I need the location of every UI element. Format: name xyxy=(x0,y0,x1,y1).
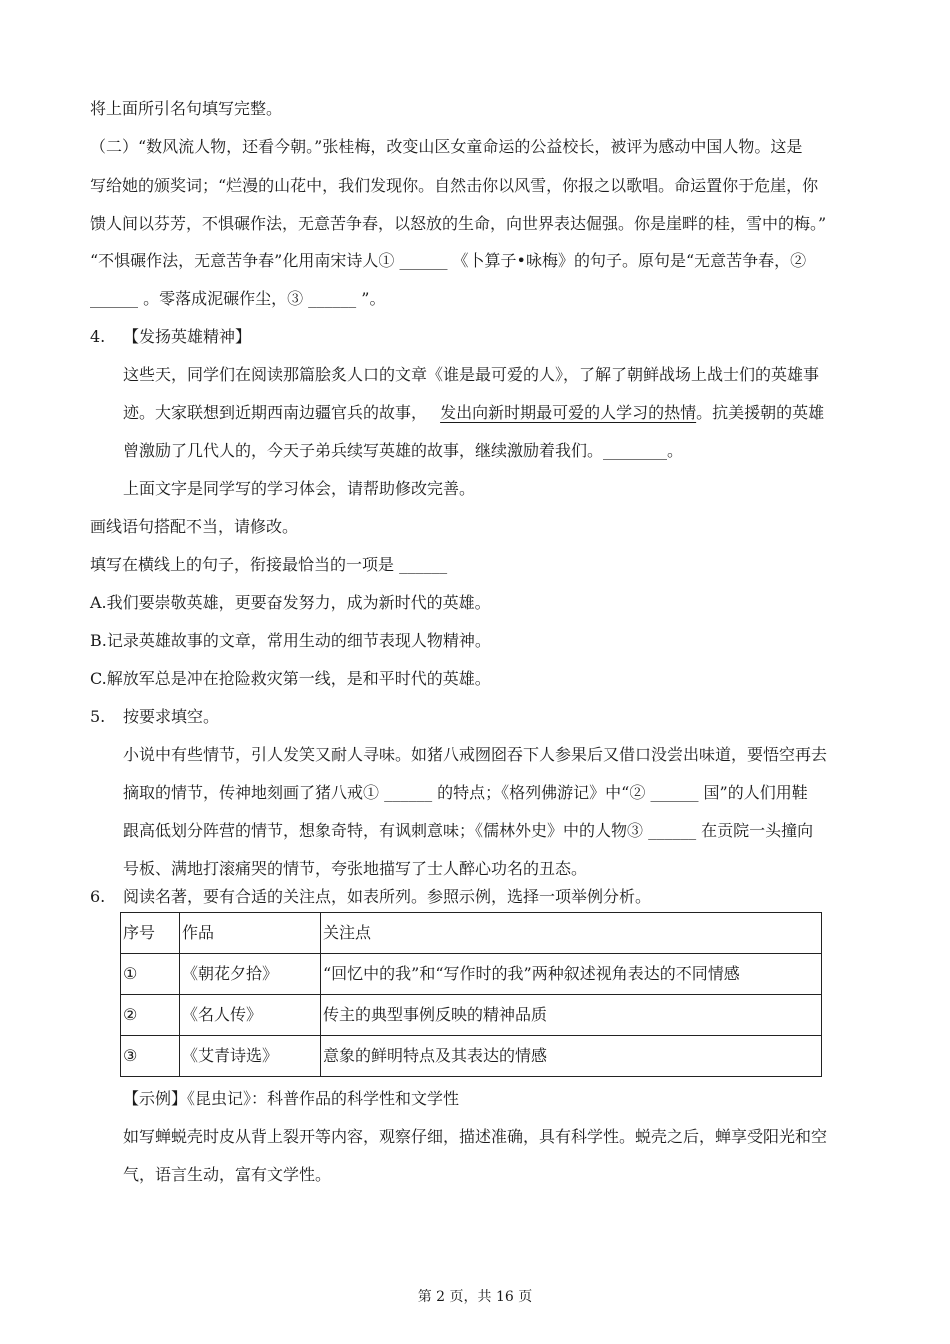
option-b: B.记录英雄故事的文章，常用生动的细节表现人物精神。 xyxy=(90,631,491,650)
table-row xyxy=(121,1036,822,1077)
question-4-passage-line-3: 曾激励了几代人的，今天子弟兵续写英雄的故事，继续激励着我们。________。 xyxy=(123,441,684,460)
question-5-line-1: 小说中有些情节，引人发笑又耐人寻味。如猪八戒囫囵吞下人参果后又借口没尝出味道，要悟空再去 xyxy=(123,745,828,764)
table-cell: “回忆中的我”和“写作时的我”两种叙述视角表达的不同情感 xyxy=(321,954,822,995)
passage-text: 。抗美援朝的英雄 xyxy=(696,403,825,422)
question-5-number: 5. xyxy=(90,707,106,726)
section-2-line-3: 馈人间以芬芳，不惧碾作法，无意苦争春，以怒放的生命，向世界表达倔强。你是崖畔的桂，雪中的梅。” xyxy=(90,214,827,233)
section-2-line-5: ______ 。零落成泥碾作尘，③ ______ ”。 xyxy=(90,289,386,308)
table-cell: 《艾青诗选》 xyxy=(180,1036,321,1077)
question-4-subquestion-2: 填写在横线上的句子，衔接最恰当的一项是 ______ xyxy=(90,555,448,574)
table-cell: 《名人传》 xyxy=(180,995,321,1036)
question-6-number: 6. xyxy=(90,887,106,906)
question-5-title: 按要求填空。 xyxy=(123,707,220,726)
question-5-line-4: 号板、满地打滚痛哭的情节，夸张地描写了士人醉心功名的丑态。 xyxy=(123,859,588,878)
option-a: A.我们要崇敬英雄，更要奋发努力，成为新时代的英雄。 xyxy=(90,593,491,612)
question-4-subquestion-1: 画线语句搭配不当，请修改。 xyxy=(90,517,299,536)
table-row xyxy=(121,995,822,1036)
example-title: 【示例】《昆虫记》：科普作品的科学性和文学性 xyxy=(123,1089,460,1108)
question-4-title: 【发扬英雄精神】 xyxy=(123,327,252,346)
table-cell: ③ xyxy=(121,1036,180,1077)
instruction-line: 将上面所引名句填写完整。 xyxy=(90,99,283,118)
table-cell: 传主的典型事例反映的精神品质 xyxy=(321,995,822,1036)
section-2-line-1: （二）“数风流人物，还看今朝。”张桂梅，改变山区女童命运的公益校长，被评为感动中国人物。这是 xyxy=(90,137,803,156)
passage-text: 迹。大家联想到近期西南边疆官兵的故事， xyxy=(123,403,428,422)
table-header-cell: 作品 xyxy=(180,913,321,954)
example-line-2: 气，语言生动，富有文学性。 xyxy=(123,1165,332,1184)
page-footer: 第 2 页，共 16 页 xyxy=(417,1289,533,1305)
table-cell: ① xyxy=(121,954,180,995)
example-line-1: 如写蝉蜕壳时皮从背上裂开等内容，观察仔细，描述准确，具有科学性。蜕壳之后，蝉享受阳光和空 xyxy=(123,1127,828,1146)
table-header-cell: 序号 xyxy=(121,913,180,954)
question-4-passage-line-1: 这些天，同学们在阅读那篇脍炙人口的文章《谁是最可爱的人》，了解了朝鲜战场上战士们的英雄事 xyxy=(123,365,820,384)
table-header-cell: 关注点 xyxy=(321,913,822,954)
table-cell: 《朝花夕拾》 xyxy=(180,954,321,995)
question-5-line-2: 摘取的情节，传神地刻画了猪八戒① ______ 的特点；《格列佛游记》中“② ______ 国”的人们用鞋 xyxy=(123,783,808,802)
question-5-line-3: 跟高低划分阵营的情节，想象奇特，有讽刺意味；《儒林外史》中的人物③ ______ 在贡院一头撞向 xyxy=(123,821,814,840)
option-c: C.解放军总是冲在抢险救灾第一线，是和平时代的英雄。 xyxy=(90,669,491,688)
table-row xyxy=(121,954,822,995)
table-cell: 意象的鲜明特点及其表达的情感 xyxy=(321,1036,822,1077)
table-cell: ② xyxy=(121,995,180,1036)
question-4-instruction: 上面文字是同学写的学习体会，请帮助修改完善。 xyxy=(123,479,476,498)
focus-points-table xyxy=(120,912,822,1077)
question-4-passage-line-2 xyxy=(123,403,824,423)
question-4-number: 4. xyxy=(90,327,106,346)
section-2-line-4: “不惧碾作法，无意苦争春”化用南宋诗人① ______ 《卜算子•咏梅》的句子。原句是“无意苦争春，② xyxy=(90,251,807,270)
question-6-title: 阅读名著，要有合适的关注点，如表所列。参照示例，选择一项举例分析。 xyxy=(123,887,652,906)
table-header-row xyxy=(121,913,822,954)
underlined-sentence: 发出向新时期最可爱的人学习的热情 xyxy=(440,403,697,422)
section-2-line-2: 写给她的颁奖词；“烂漫的山花中，我们发现你。自然击你以风雪，你报之以歌唱。命运置你于危崖，你 xyxy=(90,176,819,195)
